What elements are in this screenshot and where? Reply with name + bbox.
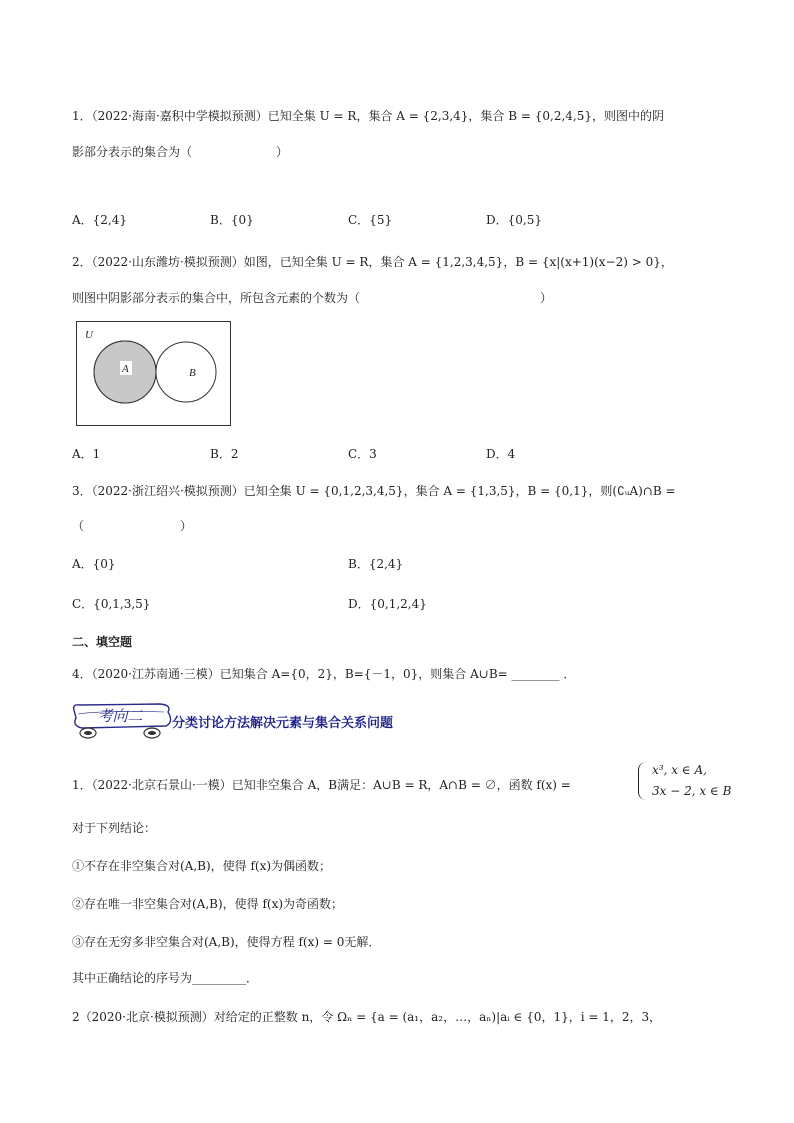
piecewise-brace	[638, 762, 653, 800]
q3-option-d[interactable]: D．{0,1,2,4}	[348, 597, 427, 611]
piecewise-case-2: 3x − 2, x ∈ B	[652, 784, 732, 798]
s3-q1-stem: 1．（2022·北京石景山·一模）已知非空集合 A，B满足：A∪B = R，A∩B = ∅，函数 f(x) =	[72, 778, 571, 792]
q1-option-d[interactable]: D．{0,5}	[486, 213, 542, 227]
s3-q1-conclusion-2: ②存在唯一非空集合对(A,B)，使得 f(x)为奇函数；	[72, 897, 344, 911]
s3-q1-intro: 对于下列结论：	[72, 821, 157, 835]
q2-stem-line1: 2．（2022·山东潍坊·模拟预测）如图，已知全集 U = R，集合 A = {1,2,3,4,5}，B = {x|(x+1)(x−2) > 0}，	[72, 255, 673, 269]
venn-diagram	[76, 321, 231, 426]
q1-option-b[interactable]: B．{0}	[210, 213, 254, 227]
q3-stem-line1: 3．（2022·浙江绍兴·模拟预测）已知全集 U = {0,1,2,3,4,5}，集合 A = {1,3,5}，B = {0,1}，则(∁ᵤA)∩B =	[72, 484, 676, 498]
q3-option-c[interactable]: C．{0,1,3,5}	[72, 597, 151, 611]
badge-text: 考向二	[97, 707, 143, 725]
s3-q1-conclusion-1: ①不存在非空集合对(A,B)，使得 f(x)为偶函数；	[72, 859, 332, 873]
q2-option-b[interactable]: B．2	[210, 447, 239, 461]
q2-option-a[interactable]: A．1	[72, 447, 101, 461]
q3-option-a[interactable]: A．{0}	[72, 557, 116, 571]
q1-option-c[interactable]: C．{5}	[348, 213, 393, 227]
q1-stem-line1: 1．（2022·海南·嘉积中学模拟预测）已知全集 U = R，集合 A = {2,3,4}，集合 B = {0,2,4,5}，则图中的阴	[72, 109, 664, 123]
q3-stem-line2: （ ）	[72, 519, 193, 533]
topic-title: 分类讨论方法解决元素与集合关系问题	[172, 716, 394, 731]
q1-option-a[interactable]: A．{2,4}	[72, 213, 128, 227]
q3-option-b[interactable]: B．{2,4}	[348, 557, 404, 571]
s3-q1-conclusion-3: ③存在无穷多非空集合对(A,B)，使得方程 f(x) = 0无解．	[72, 935, 381, 949]
piecewise-case-1: x³, x ∈ A,	[652, 763, 707, 777]
set-a-label: A	[122, 363, 129, 375]
q4-stem: 4．（2020·江苏南通·三模）已知集合 A={0，2}，B={－1，0}，则集合 A∪B= ________ ．	[72, 667, 576, 681]
universe-label: U	[85, 329, 93, 341]
q2-stem-line2: 则图中阴影部分表示的集合中，所包含元素的个数为（ ）	[72, 291, 553, 305]
q1-stem-line2: 影部分表示的集合为（ ）	[72, 145, 289, 159]
set-b-label: B	[189, 367, 196, 379]
topic-badge	[68, 700, 178, 742]
s3-q1-answer-blank: 其中正确结论的序号为_________．	[72, 971, 259, 985]
q2-option-d[interactable]: D．4	[486, 447, 516, 461]
s3-q2-stem: 2（2020·北京·模拟预测）对给定的正整数 n，令 Ωₙ = {a = (a₁，a₂，…，aₙ)|aᵢ ∈ {0，1}，i = 1，2，3，	[72, 1010, 662, 1024]
section-heading-fill-in: 二、填空题	[72, 635, 133, 649]
q2-option-c[interactable]: C．3	[348, 447, 377, 461]
